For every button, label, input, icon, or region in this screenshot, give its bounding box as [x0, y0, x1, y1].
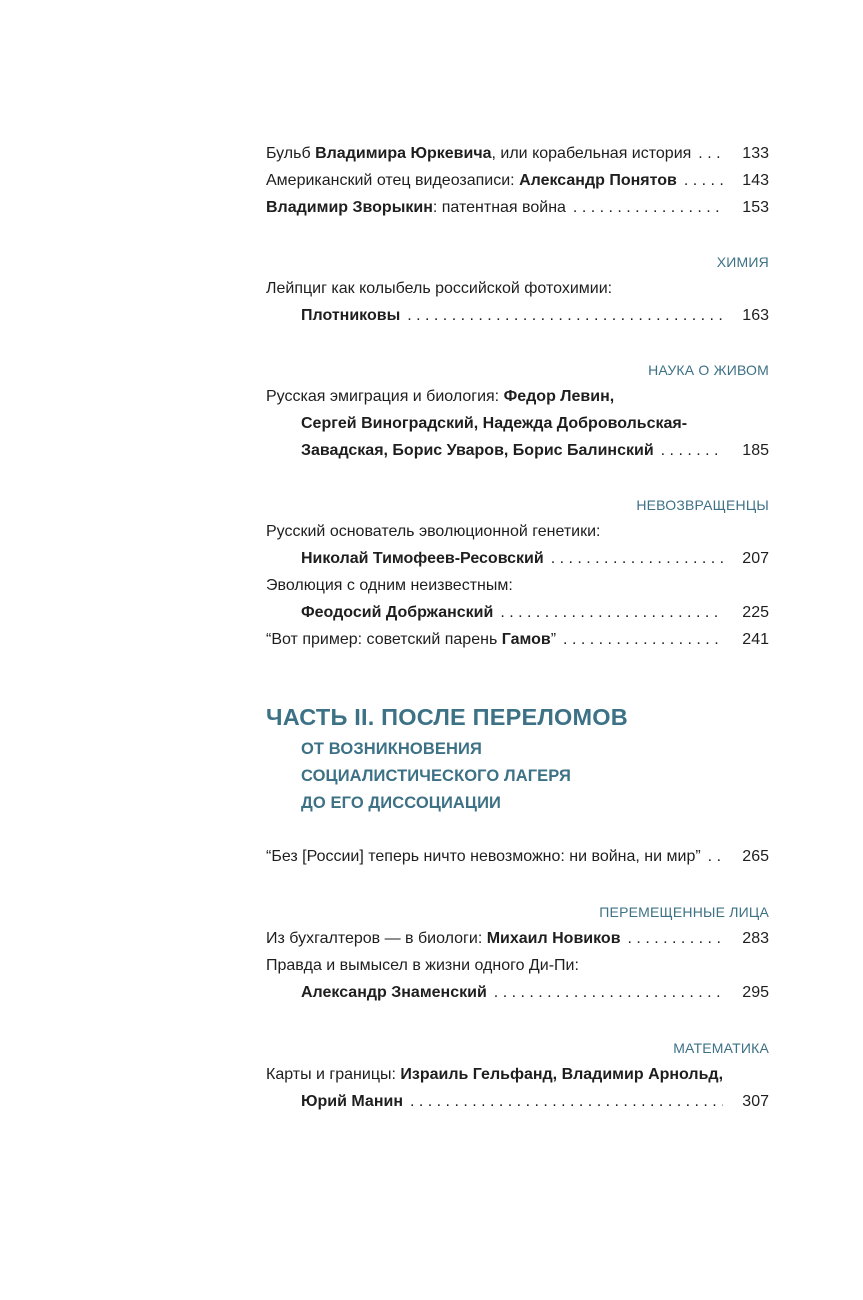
section-heading-non-returners: НЕВОЗВРАЩЕНЦЫ: [636, 497, 769, 513]
toc-entry: Александр Знаменский . . . 295: [301, 981, 769, 1005]
page-number: 295: [742, 984, 769, 1001]
dot-leader: [487, 981, 723, 1005]
toc-entry: Феодосий Добржанский . . . 225: [301, 601, 769, 625]
toc-entry-line: Лейпциг как колыбель российской фотохимии:: [266, 280, 613, 297]
page-number: 185: [742, 442, 769, 459]
dot-leader: [654, 439, 723, 463]
page-number: 153: [742, 199, 769, 216]
page-number: 265: [742, 848, 769, 865]
toc-entry: Бульб Владимира Юркевича, или корабельная история . . . 133: [266, 142, 769, 166]
page-number: 207: [742, 550, 769, 567]
dot-leader: [691, 142, 723, 166]
dot-leader: [400, 304, 723, 328]
part-subtitle-line: СОЦИАЛИСТИЧЕСКОГО ЛАГЕРЯ: [301, 767, 571, 785]
toc-entry: Завадская, Борис Уваров, Борис Балинский . . . 185: [301, 439, 769, 463]
toc-entry: Юрий Манин . . . 307: [301, 1090, 769, 1114]
dot-leader: [544, 547, 723, 571]
dot-leader: [493, 601, 723, 625]
toc-entry: Плотниковы . . . 163: [301, 304, 769, 328]
toc-entry-line: Русский основатель эволюционной генетики:: [266, 523, 601, 540]
section-heading-math: МАТЕМАТИКА: [673, 1040, 769, 1056]
page-number: 143: [742, 172, 769, 189]
toc-entry: Николай Тимофеев-Ресовский . . . 207: [301, 547, 769, 571]
page-number: 307: [742, 1093, 769, 1110]
toc-entry-line: Русская эмиграция и биология: Федор Левин,: [266, 388, 615, 405]
toc-entry: Американский отец видеозаписи: Александр Понятов . . . 143: [266, 169, 769, 193]
toc-entry: “Без [России] теперь ничто невозможно: ни война, ни мир” . . . 265: [266, 845, 769, 869]
dot-leader: [621, 927, 723, 951]
toc-entry-line: Сергей Виноградский, Надежда Добровольская-: [301, 415, 688, 432]
part-subtitle-line: ДО ЕГО ДИССОЦИАЦИИ: [301, 794, 502, 812]
dot-leader: [556, 628, 723, 652]
section-heading-life-science: НАУКА О ЖИВОМ: [648, 362, 769, 378]
toc-entry-line: Карты и границы: Израиль Гельфанд, Владимир Арнольд,: [266, 1066, 724, 1083]
page-number: 283: [742, 930, 769, 947]
dot-leader: [566, 196, 723, 220]
dot-leader: [701, 845, 723, 869]
section-heading-displaced: ПЕРЕМЕЩЕННЫЕ ЛИЦА: [599, 904, 769, 920]
page-number: 241: [742, 631, 769, 648]
toc-entry: Из бухгалтеров — в биологи: Михаил Новиков . . . 283: [266, 927, 769, 951]
part-subtitle-line: ОТ ВОЗНИКНОВЕНИЯ: [301, 740, 482, 758]
section-heading-chemistry: ХИМИЯ: [716, 254, 769, 270]
toc-entry: Владимир Зворыкин: патентная война . . . 153: [266, 196, 769, 220]
page-number: 225: [742, 604, 769, 621]
part-title: ЧАСТЬ II. ПОСЛЕ ПЕРЕЛОМОВ: [266, 704, 628, 730]
dot-leader: [677, 169, 723, 193]
page-number: 163: [742, 307, 769, 324]
toc-entry-line: Эволюция с одним неизвестным:: [266, 577, 513, 594]
dot-leader: [403, 1090, 723, 1114]
toc-entry: “Вот пример: советский парень Гамов” . . . 241: [266, 628, 769, 652]
page-number: 133: [742, 145, 769, 162]
toc-entry-line: Правда и вымысел в жизни одного Ди-Пи:: [266, 957, 579, 974]
